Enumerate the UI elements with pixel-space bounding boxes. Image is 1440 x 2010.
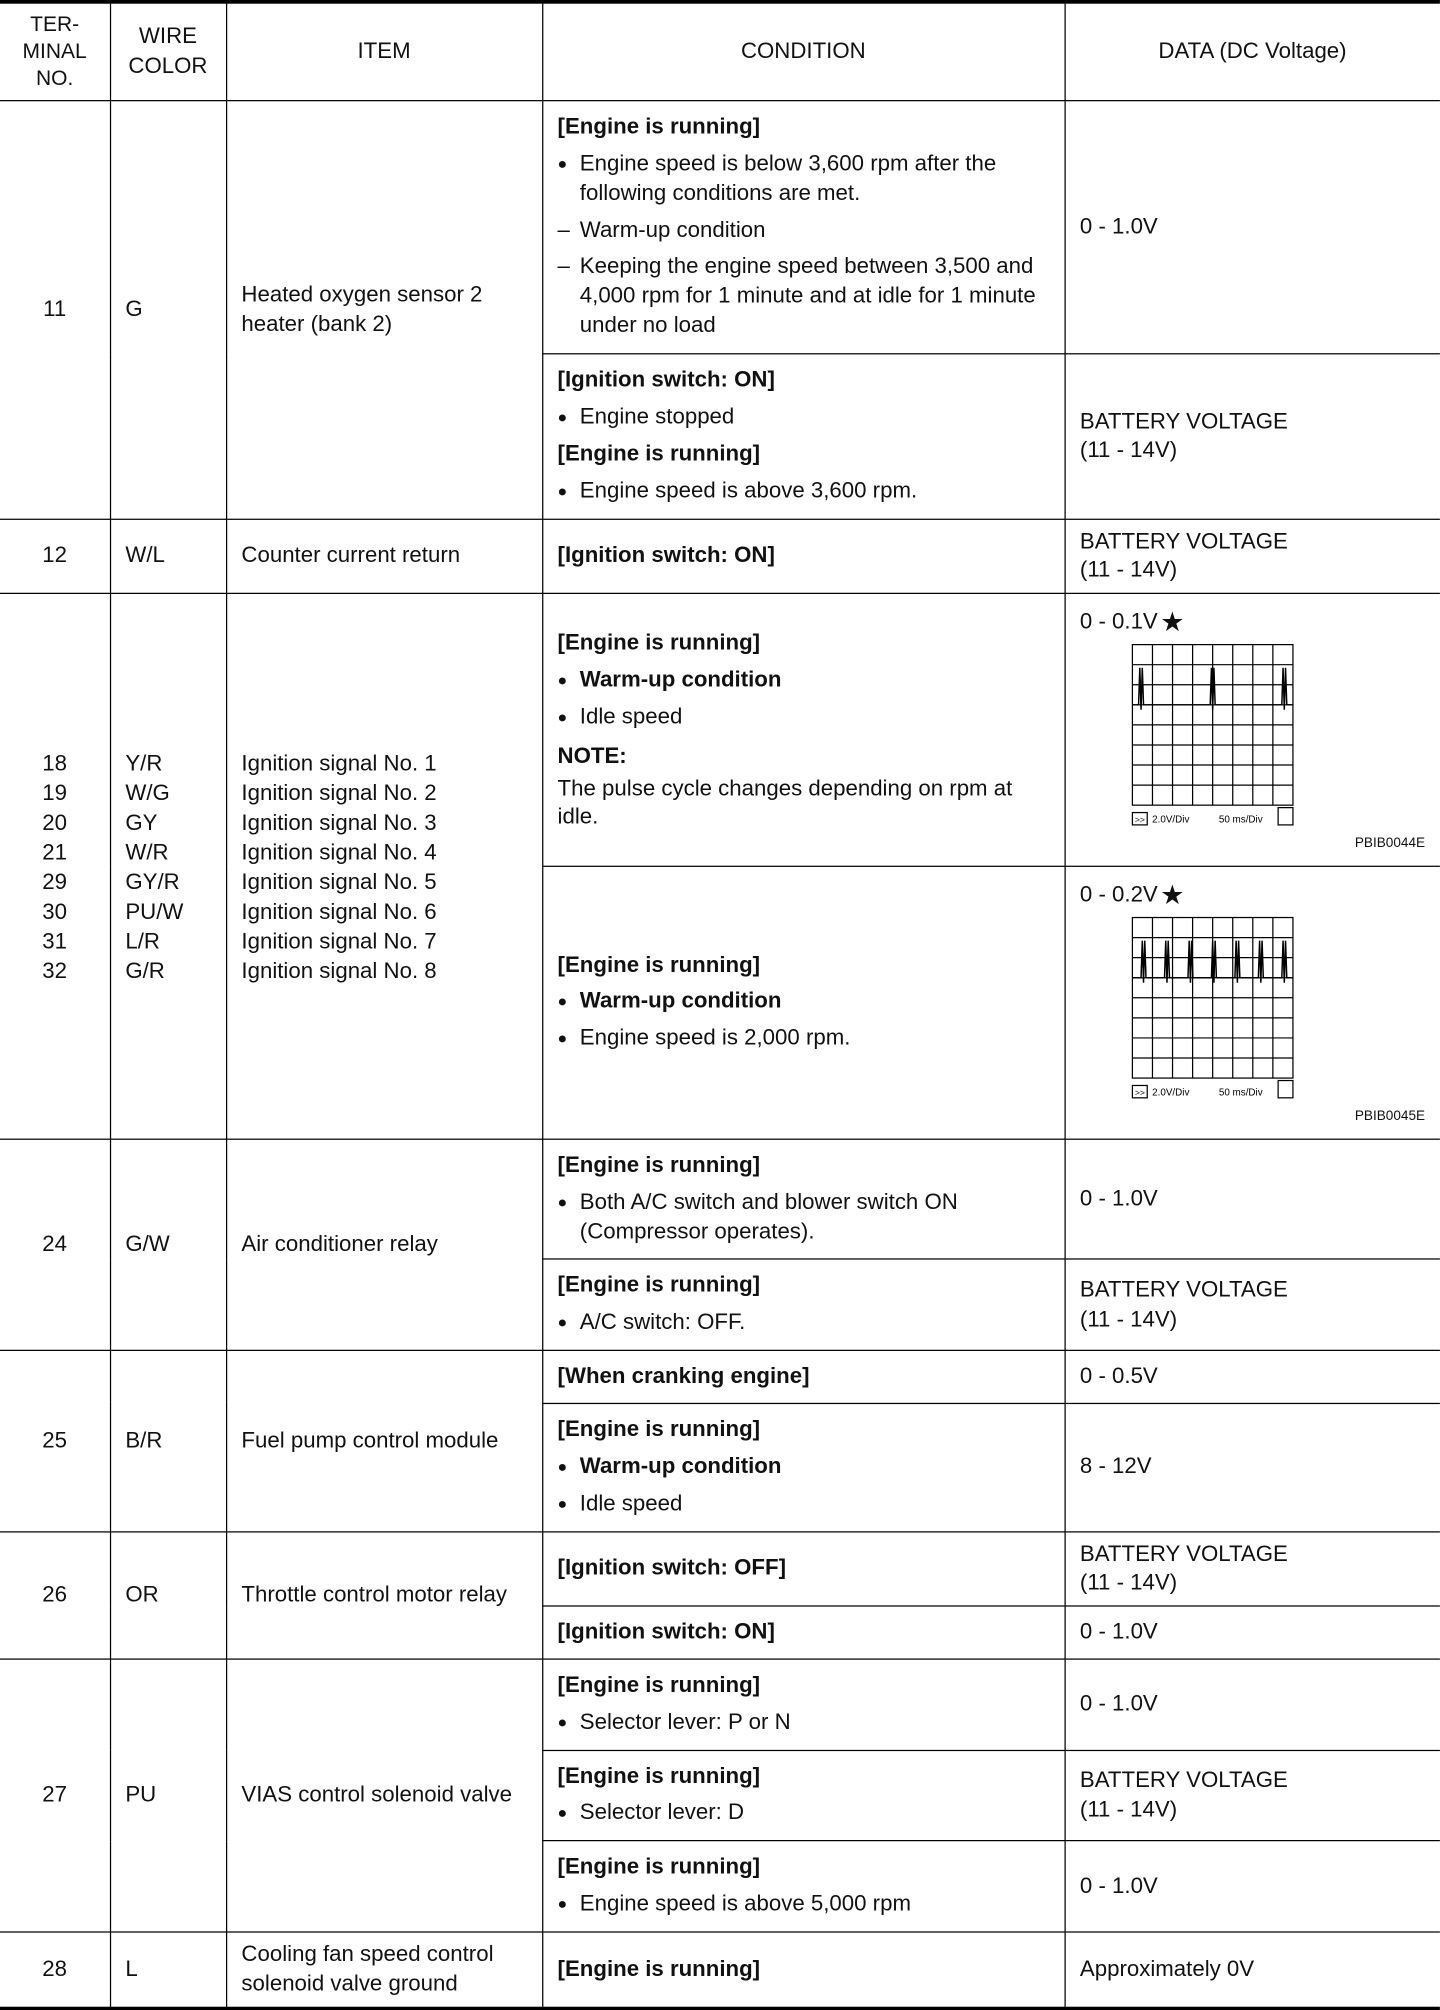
voltage-value: 0 - 0.1V ★ (1079, 606, 1185, 637)
item-name: Ignition signal No. 2 (241, 779, 437, 805)
item-name: Ignition signal No. 8 (241, 957, 437, 983)
scope-time-scale: 50 ms/Div (1218, 813, 1263, 825)
item-name: Ignition signal No. 6 (241, 898, 437, 924)
wire-color: W/G (125, 779, 170, 805)
data-cell: 0 - 0.5V (1064, 1350, 1439, 1403)
item-name: Ignition signal No. 7 (241, 928, 437, 953)
data-cell: 0 - 1.0V (1064, 1606, 1439, 1659)
table-row (0, 1350, 1440, 1403)
condition-cell (542, 1531, 1064, 1606)
svg-text:>>: >> (1134, 813, 1145, 824)
wire-color: B/R (110, 1350, 226, 1531)
condition-cell (542, 101, 1064, 354)
condition-heading: [Engine is running] (557, 114, 761, 139)
bullet-icon: ● (557, 1029, 568, 1048)
table-row (0, 593, 1440, 866)
bullet-icon: ● (557, 154, 568, 174)
bullet-item: ● Warm-up condition (558, 987, 1052, 1017)
item-name: Air conditioner relay (226, 1139, 542, 1350)
data-line: BATTERY VOLTAGE (1079, 408, 1288, 433)
note-label: NOTE: (557, 743, 627, 768)
bullet-item: ● Engine speed is above 5,000 rpm (558, 1889, 1052, 1919)
condition-heading: [Engine is running] (557, 1955, 761, 1981)
condition-heading: [Engine is running] (557, 1671, 761, 1697)
bullet-icon: ● (557, 1712, 568, 1731)
terminal-number: 21 (42, 839, 68, 864)
svg-text:>>: >> (1134, 1086, 1145, 1097)
condition-cell (542, 1350, 1064, 1403)
item-name: Ignition signal No. 4 (241, 839, 437, 864)
bullet-item: ● Selector lever: P or N (558, 1707, 1052, 1737)
terminal-number-list (0, 593, 110, 1139)
wire-color: W/L (110, 519, 226, 594)
terminal-number: 31 (42, 928, 68, 953)
condition-cell (542, 1259, 1064, 1350)
condition-heading: [Ignition switch: ON] (557, 542, 775, 568)
wire-color: G (110, 101, 226, 519)
wire-color: Y/R (125, 750, 163, 775)
terminal-number: 24 (0, 1139, 110, 1350)
table-row (0, 1531, 1440, 1606)
data-cell: Approximately 0V (1064, 1932, 1439, 2008)
item-name: Cooling fan speed control solenoid valve ground (226, 1932, 542, 2008)
item-name: Throttle control motor relay (226, 1531, 542, 1659)
data-cell (1064, 1750, 1439, 1841)
condition-cell (542, 1659, 1064, 1750)
bullet-icon: ● (557, 1493, 568, 1513)
bullet-icon: ● (557, 1803, 568, 1822)
bullet-item: ● A/C switch: OFF. (558, 1308, 1052, 1338)
oscilloscope-waveform-idle (1129, 642, 1299, 832)
condition-heading: [Engine is running] (557, 1416, 761, 1441)
terminal-number: 20 (42, 809, 68, 835)
data-cell (1064, 1259, 1439, 1350)
condition-heading: [Engine is running] (557, 1272, 761, 1297)
terminal-number: 27 (0, 1659, 110, 1932)
scope-volt-scale: 2.0V/Div (1151, 1086, 1189, 1098)
condition-heading: [Engine is running] (557, 629, 761, 655)
item-name: Heated oxygen sensor 2 heater (bank 2) (226, 101, 542, 519)
data-line: BATTERY VOLTAGE (1079, 1767, 1288, 1792)
condition-cell (542, 519, 1064, 594)
condition-heading: [Ignition switch: ON] (557, 366, 775, 392)
figure-id: PBIB0044E (1354, 835, 1426, 851)
bullet-icon: ● (557, 1894, 568, 1913)
item-name: VIAS control solenoid valve (226, 1659, 542, 1932)
terminal-number: 25 (0, 1350, 110, 1531)
condition-heading: [Engine is running] (557, 951, 761, 977)
bullet-icon: ● (557, 1192, 568, 1212)
wire-color: G/R (125, 957, 165, 983)
terminal-number: 18 (42, 750, 68, 775)
item-name-list (226, 593, 542, 1139)
scope-time-scale: 50 ms/Div (1218, 1086, 1263, 1098)
data-cell (1064, 593, 1439, 866)
data-line: (11 - 14V) (1079, 1796, 1178, 1822)
data-line: BATTERY VOLTAGE (1079, 527, 1288, 553)
item-name: Counter current return (226, 519, 542, 594)
wire-color: G/W (110, 1139, 226, 1350)
terminal-number: 26 (0, 1531, 110, 1659)
bullet-icon: ● (557, 670, 568, 689)
wire-color: W/R (125, 839, 169, 864)
data-cell: 0 - 1.0V (1064, 1659, 1439, 1750)
wire-color: GY (125, 809, 158, 835)
item-name: Ignition signal No. 5 (241, 868, 437, 894)
bullet-icon: ● (557, 1456, 568, 1476)
terminal-number: 32 (42, 957, 68, 983)
data-cell (1064, 354, 1439, 519)
data-cell (1064, 866, 1439, 1139)
dash-item: – Keeping the engine speed between 3,500 and 4,000 rpm for 1 minute and at idle for 1 minute under no load (558, 252, 1052, 340)
condition-cell (542, 1139, 1064, 1259)
wire-color: PU/W (125, 898, 184, 924)
condition-cell (542, 1606, 1064, 1659)
header-wire-color: WIRE COLOR (110, 2, 226, 101)
condition-cell (542, 593, 1064, 866)
condition-heading: [When cranking engine] (557, 1363, 810, 1389)
data-line: (11 - 14V) (1079, 557, 1178, 582)
data-cell (1064, 519, 1439, 594)
data-cell: 0 - 1.0V (1064, 101, 1439, 354)
data-line: BATTERY VOLTAGE (1079, 1540, 1288, 1566)
dash-icon: – (557, 253, 570, 279)
data-line: (11 - 14V) (1079, 437, 1178, 463)
item-name: Ignition signal No. 1 (241, 750, 437, 775)
header-data: DATA (DC Voltage) (1064, 2, 1439, 101)
star-icon: ★ (1160, 606, 1185, 637)
figure-id: PBIB0045E (1354, 1108, 1426, 1124)
bullet-item: ● Engine stopped (558, 402, 1052, 432)
data-cell: 0 - 1.0V (1064, 1139, 1439, 1259)
condition-heading: [Ignition switch: ON] (557, 1618, 775, 1644)
condition-cell (542, 1403, 1064, 1531)
bullet-icon: ● (557, 992, 568, 1011)
table-row (0, 1932, 1440, 2008)
wire-color: OR (110, 1531, 226, 1659)
terminal-number: 11 (0, 101, 110, 519)
data-cell: 0 - 1.0V (1064, 1841, 1439, 1932)
condition-heading: [Engine is running] (557, 1853, 761, 1879)
condition-cell (542, 1932, 1064, 2008)
condition-cell (542, 1750, 1064, 1841)
condition-heading: [Ignition switch: OFF] (557, 1555, 786, 1580)
wire-color-list (110, 593, 226, 1139)
condition-cell (542, 866, 1064, 1139)
wire-color: GY/R (125, 868, 180, 894)
dash-item: – Warm-up condition (558, 216, 1052, 245)
bullet-item: ● Engine speed is below 3,600 rpm after the following conditions are met. (558, 150, 1052, 209)
condition-cell (542, 1841, 1064, 1932)
header-terminal: TER- MINAL NO. (0, 2, 110, 101)
terminal-number: 29 (42, 868, 68, 894)
condition-heading: [Engine is running] (557, 440, 761, 466)
dash-icon: – (557, 216, 570, 242)
data-line: (11 - 14V) (1079, 1569, 1178, 1595)
condition-cell (542, 354, 1064, 519)
bullet-item: ● Idle speed (558, 702, 1052, 732)
item-name: Ignition signal No. 3 (241, 809, 437, 835)
scope-volt-scale: 2.0V/Div (1151, 813, 1189, 825)
condition-heading: [Engine is running] (557, 1762, 761, 1788)
terminal-number: 12 (0, 519, 110, 594)
data-line: (11 - 14V) (1079, 1306, 1178, 1331)
terminal-number: 30 (42, 898, 68, 924)
header-row (0, 2, 1440, 101)
bullet-item: ● Engine speed is 2,000 rpm. (558, 1024, 1052, 1054)
terminal-number: 19 (42, 779, 68, 805)
wire-color: L/R (125, 928, 160, 953)
table-row (0, 1659, 1440, 1750)
bullet-item: ● Engine speed is above 3,600 rpm. (558, 476, 1052, 506)
table-row (0, 519, 1440, 594)
bullet-item: ● Warm-up condition (558, 1452, 1052, 1482)
item-name: Fuel pump control module (226, 1350, 542, 1531)
wire-color: PU (110, 1659, 226, 1932)
oscilloscope-waveform-2000rpm (1129, 915, 1299, 1105)
bullet-icon: ● (557, 707, 568, 726)
terminal-number: 28 (0, 1932, 110, 2008)
data-cell (1064, 1531, 1439, 1606)
condition-heading: [Engine is running] (557, 1152, 761, 1177)
note-text: The pulse cycle changes depending on rpm at idle. (557, 774, 1013, 829)
wire-color: L (110, 1932, 226, 2008)
bullet-icon: ● (557, 1312, 568, 1332)
header-item: ITEM (226, 2, 542, 101)
bullet-icon: ● (557, 407, 568, 426)
bullet-item: ● Warm-up condition (558, 665, 1052, 695)
bullet-item: ● Both A/C switch and blower switch ON (Compressor operates). (558, 1188, 1052, 1247)
data-cell: 8 - 12V (1064, 1403, 1439, 1531)
table-row (0, 1139, 1440, 1259)
voltage-value: 0 - 0.2V ★ (1079, 878, 1185, 910)
star-icon: ★ (1160, 878, 1185, 910)
bullet-item: ● Selector lever: D (558, 1798, 1052, 1828)
table-row (0, 101, 1440, 354)
bullet-icon: ● (557, 480, 568, 500)
bullet-item: ● Idle speed (558, 1489, 1052, 1519)
data-line: BATTERY VOLTAGE (1079, 1276, 1288, 1302)
header-condition: CONDITION (542, 2, 1064, 101)
